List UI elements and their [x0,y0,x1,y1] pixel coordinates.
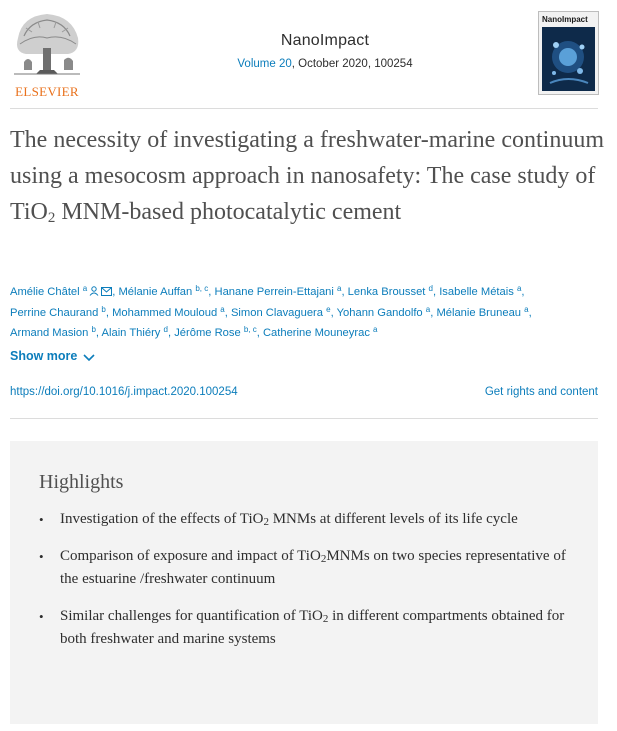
highlights-list [39,508,569,665]
envelope-icon [101,283,112,303]
elsevier-logo[interactable] [10,8,84,99]
author-link[interactable]: Mélanie Bruneau $^a$ [436,305,529,319]
author-link[interactable]: Catherine Mouneyrac $^a$ [262,325,378,339]
article-title: The necessity of investigating a freshwater-marine continuum using a mesocosm approach in nanosafety: The case study of TiO$_2$ MNM-based photocatalytic cement [10,127,604,226]
show-more-label: Show more [10,349,78,363]
author-link[interactable]: Yohann Gandolfo $^a$ [336,305,431,319]
article-header [10,0,598,109]
volume-link[interactable]: Volume 20 [237,58,292,70]
author-link[interactable]: Isabelle Métais $^a$ [439,284,522,298]
journal-cover[interactable] [538,11,599,95]
author-link[interactable]: Jérôme Rose $^{b, c}$ [174,325,257,339]
author-link[interactable]: Hanane Perrein-Ettajani $^a$ [214,284,342,298]
elsevier-wordmark: ELSEVIER [15,84,79,99]
author-link[interactable]: Alain Thiéry $^d$ [101,325,168,339]
list-item: • Similar challenges for quantification of TiO$_2$ in different compartments obtained for both freshwater and marine systems [39,605,569,651]
author-link[interactable]: Simon Clavaguera $^e$ [230,305,331,319]
tree-icon [10,8,84,78]
author-link[interactable]: Amélie Châtel $^a$ [10,286,112,298]
highlights-section [10,441,598,724]
doi-link[interactable]: https://doi.org/10.1016/j.impact.2020.100254 [10,386,238,398]
person-icon [89,283,99,303]
list-item: • Investigation of the effects of TiO$_2$ MNMs at different levels of its life cycle [39,508,569,531]
author-link[interactable]: Mélanie Auffan $^{b, c}$ [118,284,209,298]
author-link[interactable]: Perrine Chaurand $^b$ [10,305,106,319]
cover-title: NanoImpact [542,15,588,24]
issue-details: , October 2020, 100254 [291,58,413,70]
author-list: Amélie Châtel $^a$ , Mélanie Auffan $^{b, c}$, Hanane Perrein-Ettajani $^a$, Lenka Brousset $^d$, Isabelle Métais $^a$, Perrine Chaurand $^b$, Mohammed Mouloud $^a$, Simon Clavaguera $^e$, Yohann Gandolfo $^a$, Mélanie Bruneau $^a$, Armand Masion $^b$, Alain Thiéry $^d$, Jérôme Rose $^{b, c}$, Catherine Mouneyrac $^a$ [10,284,532,339]
divider [10,418,598,419]
highlights-heading: Highlights [39,471,124,493]
journal-info [170,32,480,70]
show-more-button[interactable] [10,349,95,363]
cover-image-icon [542,27,595,91]
rights-link[interactable]: Get rights and content [484,386,598,398]
journal-name-link[interactable]: NanoImpact [280,32,370,49]
list-item: • Comparison of exposure and impact of TiO$_2$MNMs on two species representative of the estuarine /freshwater continuum [39,545,569,591]
author-link[interactable]: Mohammed Mouloud $^a$ [112,305,225,319]
issue-info [170,58,480,70]
author-link[interactable]: Armand Masion $^b$ [10,325,96,339]
chevron-down-icon [83,354,95,362]
author-link[interactable]: Lenka Brousset $^d$ [347,284,433,298]
